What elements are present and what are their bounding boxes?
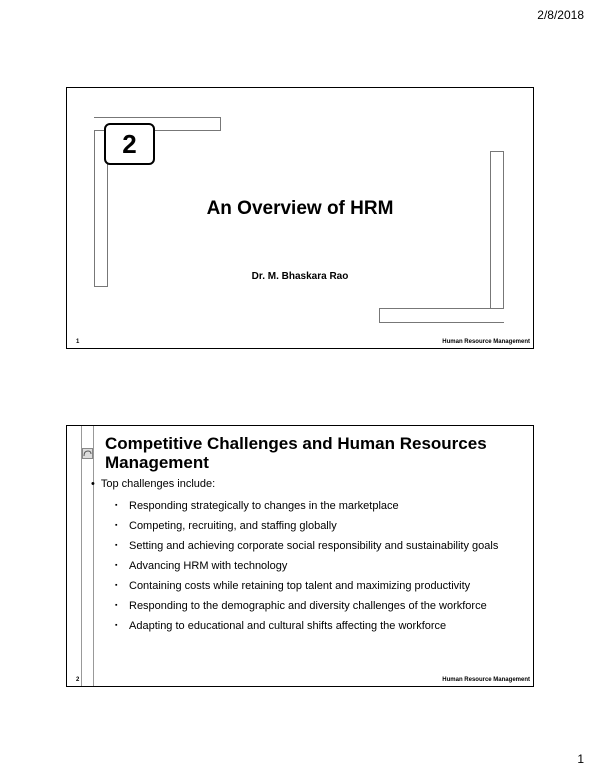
- list-item: ▪ Adapting to educational and cultural shifts affecting the workforce: [115, 619, 527, 633]
- curl-icon: [82, 448, 93, 459]
- footer-title: Human Resource Management: [442, 339, 530, 345]
- list-item: ▪ Containing costs while retaining top talent and maximizing productivity: [115, 579, 527, 593]
- slide-title: An Overview of HRM: [206, 198, 394, 219]
- slide-number: 1: [76, 339, 80, 345]
- slide-1: [66, 87, 534, 349]
- decorative-frame-right: [490, 151, 504, 323]
- slide-2: [66, 425, 534, 687]
- footer-title: Human Resource Management: [442, 677, 530, 683]
- challenge-list: [115, 499, 527, 639]
- bullet-level1: [91, 478, 215, 490]
- slide-number: 2: [76, 677, 80, 683]
- list-item: ▪ Competing, recruiting, and staffing globally: [115, 519, 527, 533]
- decorative-frame-bottom: [379, 308, 504, 323]
- slide-title: Competitive Challenges and Human Resources Management: [105, 434, 487, 472]
- list-item: ▪ Responding to the demographic and diversity challenges of the workforce: [115, 599, 527, 613]
- list-item: ▪ Advancing HRM with technology: [115, 559, 527, 573]
- chapter-number: 2: [104, 123, 155, 165]
- list-item: ▪ Responding strategically to changes in the marketplace: [115, 499, 527, 513]
- print-date: 2/8/2018: [537, 8, 584, 22]
- bullet-marker: •: [91, 478, 95, 490]
- bullet-text: Top challenges include:: [100, 478, 216, 490]
- list-item: ▪ Setting and achieving corporate social responsibility and sustainability goals: [115, 539, 527, 553]
- page-number: 1: [577, 752, 584, 766]
- side-bar: [81, 426, 94, 686]
- author-name: Dr. M. Bhaskara Rao: [251, 271, 349, 282]
